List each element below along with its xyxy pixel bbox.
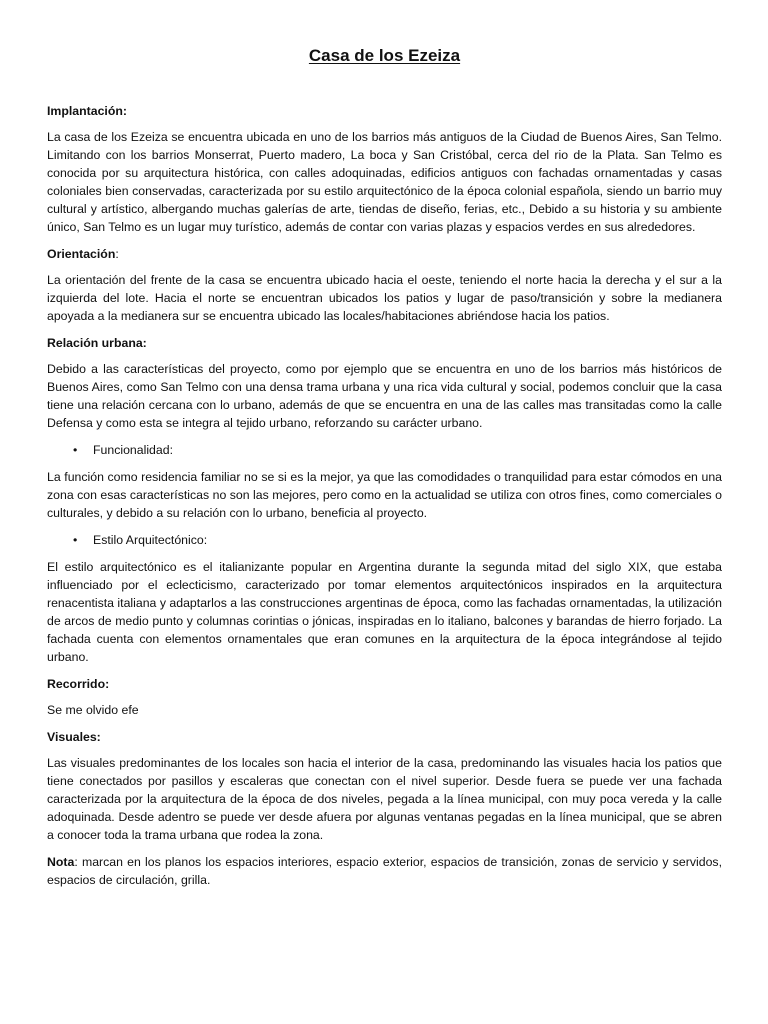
paragraph-relacion-urbana: Debido a las características del proyecto, como por ejemplo que se encuentra en uno de los barrios más históricos de Buenos Aires, como San Telmo con una densa trama urbana y una rica vida cultural y social, podemos concluir que la casa tiene una relación cercana con lo urbano, además de que se encuentra en una de las calles mas transitadas como la calle Defensa y como esta se integra al tejido urbano, reforzando su carácter urbano.	[47, 362, 722, 430]
paragraph-funcionalidad: La función como residencia familiar no se si es la mejor, ya que las comodidades o tranquilidad para estar cómodos en una zona con esas características no son las mejores, pero como en la actualidad se utiliza con otros fines, como comerciales o culturales, y debido a su relación con lo urbano, beneficia al proyecto.	[47, 470, 722, 520]
heading-implantacion: Implantación:	[47, 104, 127, 118]
heading-recorrido: Recorrido:	[47, 677, 110, 691]
nota-text: : marcan en los planos los espacios interiores, espacio exterior, espacios de transición, zonas de servicio y servidos, espacios de circulación, grilla.	[47, 855, 722, 887]
heading-orientacion	[47, 245, 722, 263]
heading-visuales: Visuales:	[47, 730, 101, 744]
bullet-dot-icon: •	[73, 443, 78, 457]
bullet-funcionalidad-label: Funcionalidad:	[93, 443, 173, 457]
document-title: Casa de los Ezeiza	[308, 46, 461, 65]
paragraph-recorrido: Se me olvido efe	[47, 703, 139, 717]
heading-orientacion-colon: :	[115, 247, 119, 261]
paragraph-visuales: Las visuales predominantes de los locales son hacia el interior de la casa, predominando las visuales hacia los patios que tiene conectados por pasillos y escaleras que conectan con el nivel superior. Desde fuera se puede ver una fachada caracterizada por la arquitectura de la época de dos niveles, pegada a la línea municipal, con muy poca vereda y la calle adoquinada. Desde adentro se puede ver desde afuera por algunas ventanas pegadas en la línea municipal, que se abren a conocer toda la trama urbana que rodea la zona.	[47, 756, 722, 842]
heading-orientacion-label: Orientación	[47, 247, 116, 261]
bullet-estilo-label: Estilo Arquitectónico:	[93, 533, 208, 547]
nota-label: Nota	[47, 855, 75, 869]
document-page	[47, 44, 722, 898]
paragraph-estilo: El estilo arquitectónico es el italianizante popular en Argentina durante la segunda mitad del siglo XIX, que estaba influenciado por el eclecticismo, caracterizado por tomar elementos arquitectónicos inspirados en la arquitectura renacentista italiana y adaptarlos a las construcciones argentinas de época, como las fachadas ornamentadas, la utilización de arcos de medio punto y columnas corintias o jónicas, inspiradas en lo italiano, balcones y barandas de hierro forjado. La fachada cuenta con elementos ornamentales que eran comunes en la arquitectura de la época integrándose al tejido urbano.	[47, 560, 722, 664]
bullet-funcionalidad	[47, 441, 722, 459]
paragraph-implantacion: La casa de los Ezeiza se encuentra ubicada en uno de los barrios más antiguos de la Ciudad de Buenos Aires, San Telmo. Limitando con los barrios Monserrat, Puerto madero, La boca y San Cristóbal, cerca del rio de la Plata. San Telmo es conocida por su arquitectura histórica, con calles adoquinadas, edificios antiguos con fachadas ornamentadas y casas coloniales bien conservadas, caracterizada por su estilo arquitectónico de la época colonial española, siendo un barrio muy cultural y artístico, albergando muchas galerías de arte, tiendas de diseño, ferias, etc., Debido a su historia y su ambiente único, San Telmo es un lugar muy turístico, además de contar con varias plazas y espacios verdes en sus alrededores.	[47, 130, 722, 234]
paragraph-orientacion: La orientación del frente de la casa se encuentra ubicado hacia el oeste, teniendo el norte hacia la derecha y el sur a la izquierda del lote. Hacia el norte se encuentran ubicados los patios y lugar de paso/transición y sobre la medianera apoyada a la medianera sur se encuentra ubicado las locales/habitaciones abriéndose hacia los patios.	[47, 273, 722, 323]
bullet-estilo	[47, 531, 722, 549]
heading-relacion-urbana: Relación urbana:	[47, 336, 147, 350]
paragraph-nota	[47, 853, 722, 889]
bullet-dot-icon: •	[73, 533, 78, 547]
